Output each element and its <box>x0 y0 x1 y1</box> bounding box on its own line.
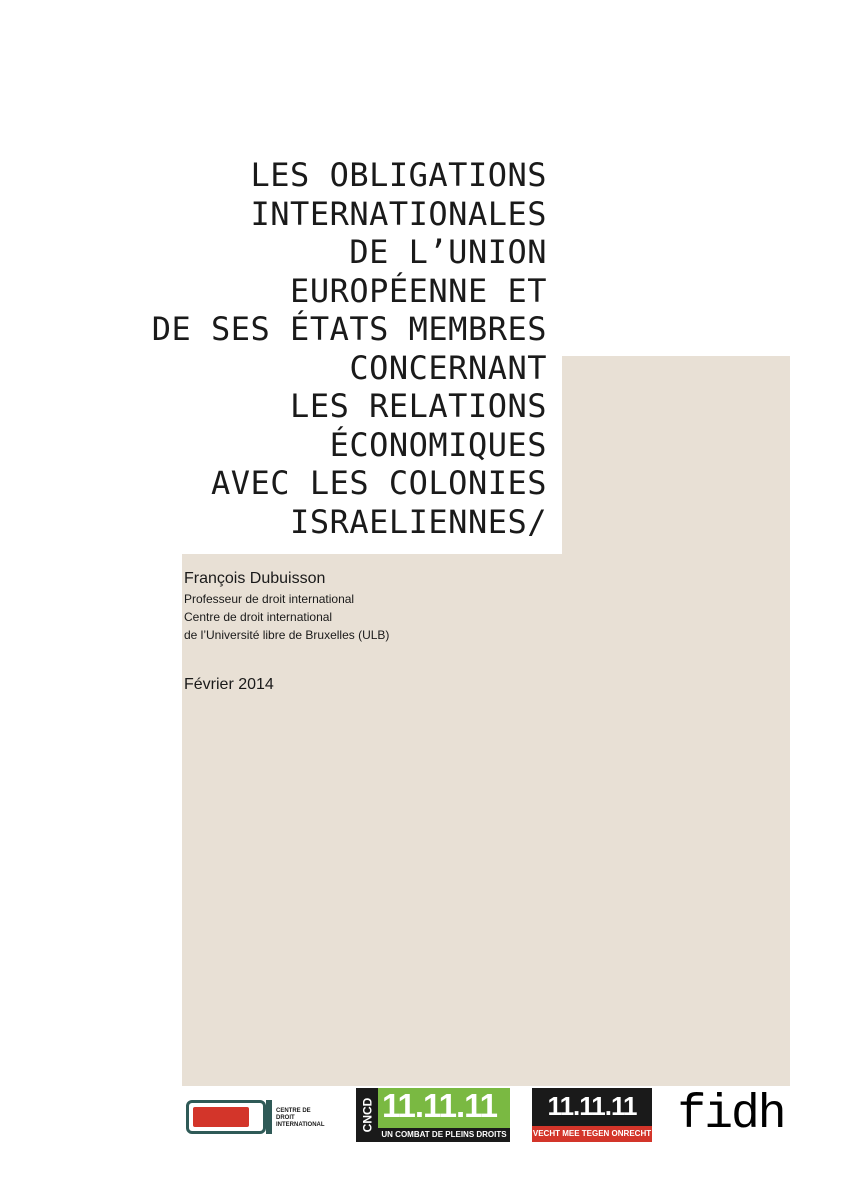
cdi-logo-bar <box>266 1100 272 1134</box>
vecht-logo-tagline: VECHT MEE TEGEN ONRECHT <box>532 1126 652 1142</box>
document-title <box>152 156 547 541</box>
title-line: ISRAELIENNES/ <box>290 502 547 541</box>
title-line: DE L’UNION <box>349 233 547 271</box>
publication-date: Février 2014 <box>184 676 274 693</box>
title-line: AVEC LES COLONIES <box>210 464 547 502</box>
cdi-logo-text <box>276 1108 332 1129</box>
cdi-logo-mark <box>186 1100 266 1134</box>
fidh-logo: fidh <box>672 1088 790 1142</box>
vecht-logo-number: 11.11.11 <box>547 1091 637 1121</box>
partner-logos <box>182 1088 790 1142</box>
title-line: INTERNATIONALES <box>250 194 547 233</box>
title-line: CONCERNANT <box>349 348 547 387</box>
cdi-logo-text-line: CENTRE DE <box>276 1108 311 1114</box>
cdi-logo <box>182 1088 334 1142</box>
title-line: LES RELATIONS <box>290 387 547 425</box>
title-line: EUROPÉENNE ET <box>290 271 547 310</box>
cdi-logo-text-line: INTERNATIONAL <box>276 1122 325 1128</box>
author-affiliation-line: Professeur de droit international <box>184 592 355 606</box>
cdi-logo-text-line: DROIT <box>276 1115 295 1121</box>
author-affiliation-line: Centre de droit international <box>184 610 333 624</box>
vecht-logo <box>532 1088 652 1142</box>
cncd-logo-side-text: CNCD <box>360 1097 375 1133</box>
cdi-logo-red-block <box>193 1107 249 1127</box>
cncd-logo-tagline: UN COMBAT DE PLEINS DROITS <box>378 1128 510 1142</box>
title-line: DE SES ÉTATS MEMBRES <box>151 310 547 348</box>
author-block <box>184 568 389 644</box>
cncd-logo-side <box>356 1088 378 1142</box>
title-line: ÉCONOMIQUES <box>329 425 547 464</box>
author-affiliation-line: de l’Université libre de Bruxelles (ULB) <box>184 628 390 642</box>
cncd-logo-number: 11.11.11 <box>382 1088 497 1124</box>
title-line: LES OBLIGATIONS <box>250 156 547 194</box>
author-name: François Dubuisson <box>184 570 326 587</box>
cncd-logo <box>356 1088 510 1142</box>
